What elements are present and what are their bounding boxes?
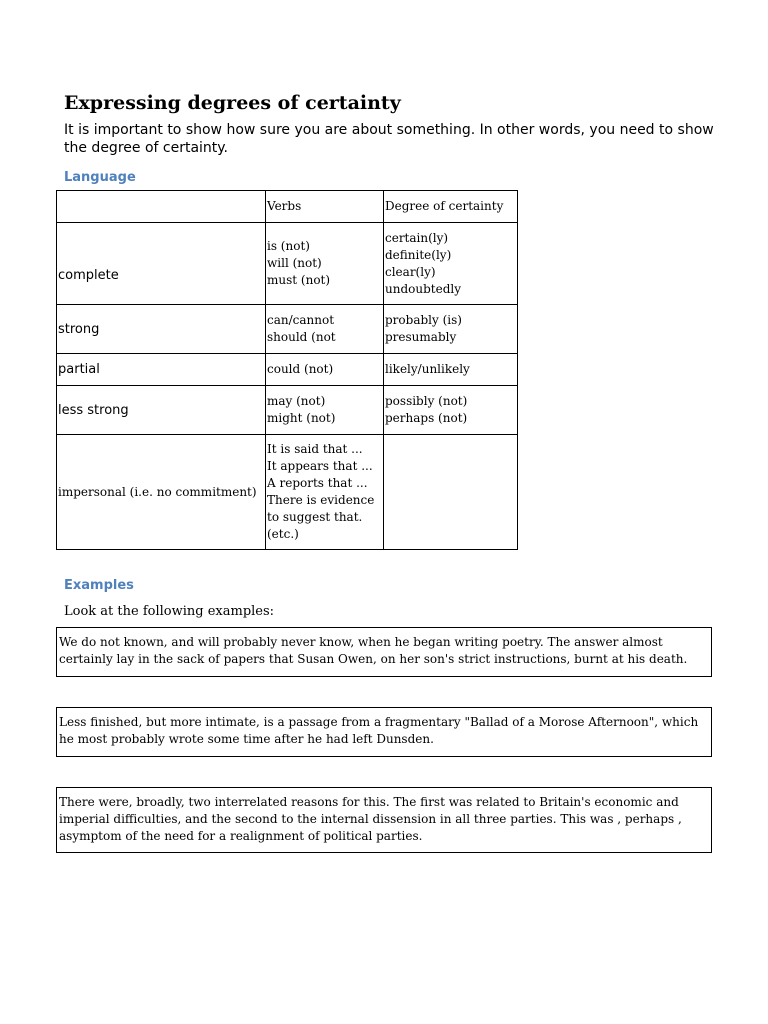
verb-item: to suggest that. (267, 510, 363, 524)
degree-item: presumably (385, 330, 457, 344)
table-row (57, 223, 518, 305)
category-cell: less strong (57, 386, 266, 435)
examples-lead: Look at the following examples: (64, 604, 275, 619)
degree-item: clear(ly) (385, 264, 436, 279)
certainty-table (56, 190, 518, 550)
verb-item: There is evidence (267, 493, 375, 507)
degree-item: certain(ly) (385, 230, 449, 245)
verbs-cell (266, 223, 384, 305)
verb-item: (etc.) (267, 527, 299, 541)
verb-item: It appears that ... (267, 459, 373, 473)
degree-cell (384, 305, 518, 354)
example-box-3: There were, broadly, two interrelated reasons for this. The first was related to Britain's economic and imperial difficulties, and the second to the internal dissension in all three parties. This was , perhaps , asymptom of the need for a realignment of political parties. (56, 787, 712, 853)
example-box-1: We do not known, and will probably never know, when he began writing poetry. The answer almost certainly lay in the sack of papers that Susan Owen, on her son's strict instructions, burnt at his death. (56, 627, 712, 677)
table-row (57, 386, 518, 435)
category-cell: strong (57, 305, 266, 354)
degree-item: probably (is) (385, 313, 462, 327)
verb-item: must (not) (267, 273, 331, 287)
verb-item: is (not) (267, 239, 310, 253)
verb-item: A reports that ... (267, 476, 368, 490)
verb-item: may (not) (267, 394, 326, 408)
language-heading: Language (64, 170, 136, 185)
page-title: Expressing degrees of certainty (64, 92, 401, 114)
degree-cell (384, 223, 518, 305)
degree-item: undoubtedly (385, 281, 461, 296)
category-cell: impersonal (i.e. no commitment) (57, 435, 266, 550)
table-header-empty (57, 191, 266, 223)
intro-paragraph: It is important to show how sure you are about something. In other words, you need to show the degree of certainty. (64, 122, 714, 156)
degree-item: perhaps (not) (385, 411, 468, 425)
verbs-cell (266, 354, 384, 386)
verb-item: will (not) (267, 256, 322, 270)
verb-item: can/cannot (267, 313, 335, 327)
table-row (57, 305, 518, 354)
verbs-cell (266, 386, 384, 435)
table-row (57, 435, 518, 550)
category-cell: partial (57, 354, 266, 386)
table-header-degree: Degree of certainty (384, 191, 518, 223)
verbs-cell (266, 305, 384, 354)
verb-item: could (not) (267, 362, 334, 376)
degree-cell (384, 386, 518, 435)
table-header-row (57, 191, 518, 223)
category-cell: complete (57, 223, 266, 305)
example-box-2: Less finished, but more intimate, is a passage from a fragmentary "Ballad of a Morose Afternoon", which he most probably wrote some time after he had left Dunsden. (56, 707, 712, 757)
verb-item: It is said that ... (267, 442, 363, 456)
degree-cell-empty (384, 435, 518, 550)
degree-item: likely/unlikely (385, 362, 470, 376)
degree-cell (384, 354, 518, 386)
verb-item: might (not) (267, 411, 336, 425)
table-row (57, 354, 518, 386)
degree-item: definite(ly) (385, 247, 452, 262)
table-header-verbs: Verbs (266, 191, 384, 223)
verb-item: should (not (267, 330, 336, 344)
verbs-cell (266, 435, 384, 550)
examples-heading: Examples (64, 578, 134, 593)
degree-item: possibly (not) (385, 394, 468, 408)
